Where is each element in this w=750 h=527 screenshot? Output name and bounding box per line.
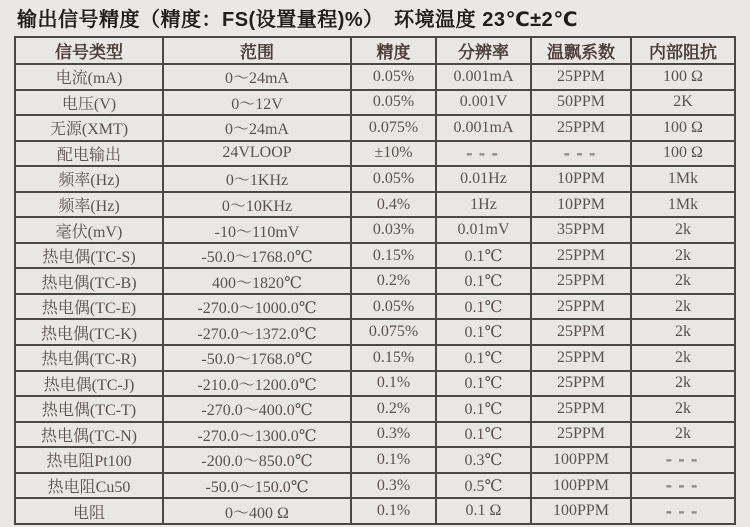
header-cell-internal-impedance: 内部阻抗 (631, 37, 735, 64)
table-cell: 25PPM (531, 371, 631, 397)
table-cell: 35PPM (531, 217, 631, 243)
table-cell: 25PPM (531, 319, 631, 345)
table-cell: 0.05% (351, 64, 436, 90)
table-cell: 2k (631, 345, 735, 371)
table-cell: -10～110mV (163, 217, 351, 243)
table-cell: 0.1℃ (436, 268, 531, 294)
table-row (15, 447, 735, 473)
page-title: 输出信号精度（精度：FS(设置量程)%） 环境温度 23℃±2℃ (17, 9, 578, 31)
table-cell: 热电偶(TC-S) (15, 243, 163, 269)
table-row (15, 294, 735, 320)
header-cell-temp-drift: 温飘系数 (531, 37, 631, 64)
table-cell: 0.075% (351, 319, 436, 345)
table-cell: 2k (631, 268, 735, 294)
table-cell: 0.03% (351, 217, 436, 243)
table-row (15, 115, 735, 141)
table-cell: 2k (631, 294, 735, 320)
table-cell: --- (631, 473, 735, 499)
table-cell: 100PPM (531, 447, 631, 473)
spec-table (14, 36, 736, 525)
table-row (15, 498, 735, 524)
table-cell: 0.05% (351, 166, 436, 192)
table-cell: 0.1℃ (436, 345, 531, 371)
table-cell: 电压(V) (15, 90, 163, 116)
table-cell: -270.0～400.0℃ (163, 396, 351, 422)
table-cell: 频率(Hz) (15, 192, 163, 218)
table-cell: 0.001mA (436, 64, 531, 90)
table-cell: 0.001mA (436, 115, 531, 141)
header-row (15, 37, 735, 64)
table-cell: 热电偶(TC-B) (15, 268, 163, 294)
table-cell: -50.0～1768.0℃ (163, 243, 351, 269)
table-row (15, 141, 735, 167)
table-cell: 25PPM (531, 268, 631, 294)
table-cell: 0.01mV (436, 217, 531, 243)
table-cell: 400～1820℃ (163, 268, 351, 294)
table-cell: 25PPM (531, 64, 631, 90)
table-cell: 0.1% (351, 371, 436, 397)
table-cell: 25PPM (531, 243, 631, 269)
table-row (15, 422, 735, 448)
table-cell: 0～400 Ω (163, 498, 351, 524)
table-row (15, 268, 735, 294)
table-cell: 0.1℃ (436, 294, 531, 320)
table-cell: 100PPM (531, 473, 631, 499)
header-cell-signal-type: 信号类型 (15, 37, 163, 64)
table-cell: 配电输出 (15, 141, 163, 167)
header-cell-range: 范围 (163, 37, 351, 64)
table-cell: 2k (631, 396, 735, 422)
table-cell: 0.1% (351, 447, 436, 473)
table-cell: 0～10KHz (163, 192, 351, 218)
table-cell: --- (631, 447, 735, 473)
table-cell: ±10% (351, 141, 436, 167)
table-cell: -270.0～1000.0℃ (163, 294, 351, 320)
table-cell: 0.4% (351, 192, 436, 218)
table-cell: 0.2% (351, 396, 436, 422)
spec-table-body (15, 64, 735, 524)
table-cell: 0.05% (351, 294, 436, 320)
header-cell-resolution: 分辨率 (436, 37, 531, 64)
table-cell: 2k (631, 422, 735, 448)
table-cell: 0.1℃ (436, 422, 531, 448)
table-cell: 0.1℃ (436, 243, 531, 269)
table-cell: 100 Ω (631, 115, 735, 141)
table-cell: 2k (631, 217, 735, 243)
table-cell: 0～24mA (163, 115, 351, 141)
table-cell: -200.0～850.0℃ (163, 447, 351, 473)
table-cell: 无源(XMT) (15, 115, 163, 141)
table-cell: 10PPM (531, 166, 631, 192)
table-cell: 0.05% (351, 90, 436, 116)
table-cell: 电流(mA) (15, 64, 163, 90)
table-cell: -270.0～1300.0℃ (163, 422, 351, 448)
table-cell: 0.1% (351, 498, 436, 524)
table-cell: 热电偶(TC-E) (15, 294, 163, 320)
table-cell: 25PPM (531, 396, 631, 422)
table-cell: -50.0～1768.0℃ (163, 345, 351, 371)
table-cell: 热电偶(TC-T) (15, 396, 163, 422)
table-cell: -270.0～1372.0℃ (163, 319, 351, 345)
table-cell: 0.3% (351, 473, 436, 499)
table-cell: 0.2% (351, 268, 436, 294)
table-cell: 0.1 Ω (436, 498, 531, 524)
table-cell: 毫伏(mV) (15, 217, 163, 243)
table-cell: 0.1℃ (436, 371, 531, 397)
table-cell: 50PPM (531, 90, 631, 116)
table-cell: 0～12V (163, 90, 351, 116)
table-cell: 0.1℃ (436, 319, 531, 345)
table-row (15, 90, 735, 116)
table-cell: 0.075% (351, 115, 436, 141)
table-cell: 25PPM (531, 294, 631, 320)
table-cell: 1Mk (631, 166, 735, 192)
table-row (15, 473, 735, 499)
table-cell: 电阻 (15, 498, 163, 524)
table-cell: 热电偶(TC-N) (15, 422, 163, 448)
table-cell: 24VLOOP (163, 141, 351, 167)
table-cell: 0.1℃ (436, 396, 531, 422)
table-cell: -210.0～1200.0℃ (163, 371, 351, 397)
table-row (15, 217, 735, 243)
table-cell: 0～1KHz (163, 166, 351, 192)
table-row (15, 166, 735, 192)
table-cell: 1Mk (631, 192, 735, 218)
table-cell: 0.01Hz (436, 166, 531, 192)
table-cell: --- (531, 141, 631, 167)
table-cell: -50.0～150.0℃ (163, 473, 351, 499)
table-cell: 热电偶(TC-R) (15, 345, 163, 371)
table-cell: 0.5℃ (436, 473, 531, 499)
table-cell: 25PPM (531, 422, 631, 448)
table-cell: 频率(Hz) (15, 166, 163, 192)
table-cell: 2k (631, 319, 735, 345)
table-cell: 10PPM (531, 192, 631, 218)
table-cell: 0.15% (351, 243, 436, 269)
table-row (15, 319, 735, 345)
table-cell: --- (436, 141, 531, 167)
table-cell: 25PPM (531, 115, 631, 141)
table-cell: 热电阻Pt100 (15, 447, 163, 473)
table-cell: 0～24mA (163, 64, 351, 90)
table-row (15, 396, 735, 422)
table-row (15, 243, 735, 269)
table-row (15, 64, 735, 90)
table-cell: 热电偶(TC-J) (15, 371, 163, 397)
table-cell: --- (631, 498, 735, 524)
table-cell: 100PPM (531, 498, 631, 524)
table-cell: 2K (631, 90, 735, 116)
table-cell: 25PPM (531, 345, 631, 371)
header-cell-precision: 精度 (351, 37, 436, 64)
table-cell: 0.15% (351, 345, 436, 371)
table-cell: 0.3℃ (436, 447, 531, 473)
table-row (15, 345, 735, 371)
table-cell: 100 Ω (631, 141, 735, 167)
table-cell: 100 Ω (631, 64, 735, 90)
table-row (15, 192, 735, 218)
table-cell: 1Hz (436, 192, 531, 218)
table-cell: 2k (631, 243, 735, 269)
table-cell: 0.3% (351, 422, 436, 448)
table-cell: 0.001V (436, 90, 531, 116)
table-cell: 热电阻Cu50 (15, 473, 163, 499)
table-cell: 2k (631, 371, 735, 397)
table-cell: 热电偶(TC-K) (15, 319, 163, 345)
table-row (15, 371, 735, 397)
